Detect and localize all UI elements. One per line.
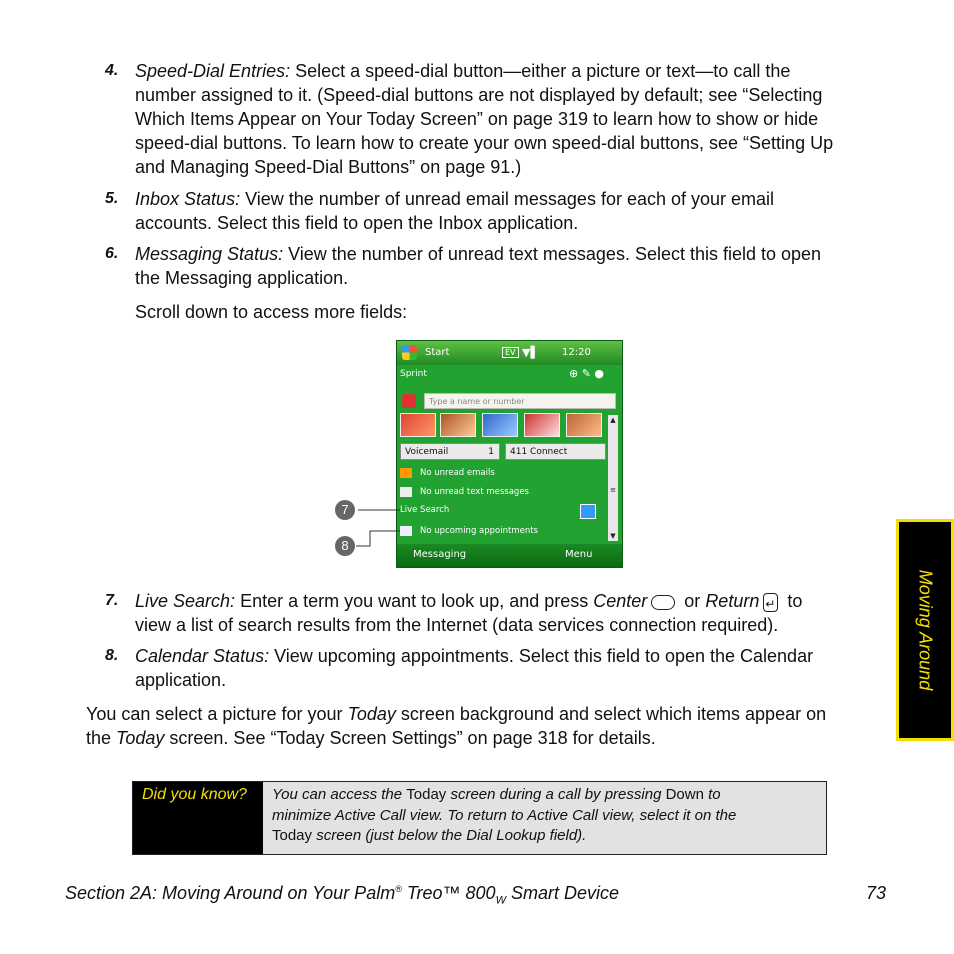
body-text: screen background and select which items appear on — [395, 704, 827, 724]
item-text: Which Items Appear on Your Today Screen” on page 319 to learn how to show or hide — [135, 109, 819, 129]
today-term: Today — [406, 786, 447, 803]
callout-7: 7 — [335, 500, 355, 520]
tip-text: screen during a call by pressing — [446, 786, 666, 803]
center-key-icon — [651, 595, 675, 610]
signal-icon: ▼▌ — [522, 346, 539, 359]
item-calendar-status — [135, 644, 895, 692]
phone-search-input: Type a name or number — [424, 393, 616, 409]
item-text: application. — [135, 670, 227, 690]
item-number-7: 7. — [105, 592, 119, 609]
tip-text: minimize Active Call view. To return to Active Call view, select it on the — [272, 806, 737, 824]
phone-carrier: Sprint — [400, 369, 427, 379]
item-text: to — [782, 591, 803, 611]
term-calendar-status: Calendar Status: — [135, 646, 270, 666]
footer-text: Treo™ 800 — [401, 883, 496, 903]
side-tab-label: Moving Around — [915, 569, 936, 691]
item-number-8: 8. — [105, 647, 119, 664]
page-number: 73 — [866, 883, 887, 903]
item-text: accounts. Select this field to open the Inbox application. — [135, 213, 579, 233]
key-center-label: Center — [593, 591, 648, 611]
item-text: or — [679, 591, 706, 611]
footer-section-title — [65, 883, 619, 907]
term-inbox-status: Inbox Status: — [135, 189, 241, 209]
did-you-know-box — [132, 781, 827, 855]
body-text: You can select a picture for your — [86, 704, 348, 724]
body-paragraph — [86, 702, 891, 750]
item-text: View the number of unread text messages. Select this field to open — [283, 244, 822, 264]
tip-text: to — [703, 786, 721, 803]
item-number-5: 5. — [105, 190, 119, 207]
soft-key-menu: Menu — [565, 549, 593, 560]
voicemail-label: Voicemail — [405, 447, 449, 457]
phone-ev-indicator: EV — [502, 347, 519, 358]
row-label: No upcoming appointments — [420, 526, 538, 536]
term-messaging-status: Messaging Status: — [135, 244, 284, 264]
row-label: No unread text messages — [420, 487, 529, 497]
registered-mark: ® — [395, 884, 402, 894]
row-label: Live Search — [400, 505, 450, 515]
down-term: Down — [665, 786, 704, 803]
today-term: Today — [347, 704, 396, 724]
scroll-down-icon: ▼ — [610, 532, 616, 540]
soft-key-messaging: Messaging — [413, 549, 467, 560]
term-speed-dial: Speed-Dial Entries: — [135, 61, 291, 81]
status-icons: ⊕ ✎ ● — [569, 367, 605, 380]
row-label: No unread emails — [420, 468, 495, 478]
item-number-6: 6. — [105, 245, 119, 262]
footer-text: Smart Device — [505, 883, 619, 903]
tip-text: screen (just below the Dial Lookup field). — [312, 827, 587, 844]
item-text: and Managing Speed-Dial Buttons” on page 91.) — [135, 157, 522, 177]
today-term: Today — [116, 728, 165, 748]
term-live-search: Live Search: — [135, 591, 236, 611]
item-text: View the number of unread email messages for each of your email — [240, 189, 775, 209]
scroll-up-icon: ▲ — [610, 416, 616, 424]
footer-text: Section 2A: Moving Around on Your Palm — [65, 883, 396, 903]
body-text: the — [86, 728, 117, 748]
section-side-tab — [896, 519, 954, 741]
scroll-note: Scroll down to access more fields: — [135, 302, 408, 322]
phone-time: 12:20 — [562, 347, 591, 358]
item-text: number assigned to it. (Speed-dial buttons are not displayed by default; see “Selecting — [135, 85, 823, 105]
return-key-icon — [763, 593, 778, 612]
item-text: view a list of search results from the Internet (data services connection required). — [135, 615, 779, 635]
footer-subscript: W — [495, 894, 506, 907]
callout-8: 8 — [335, 536, 355, 556]
callout-line-8 — [356, 531, 400, 546]
did-you-know-text — [272, 785, 820, 847]
item-text: Select a speed-dial button—either a picture or text—to call the — [290, 61, 791, 81]
phone-start: Start — [425, 347, 450, 358]
voicemail-count: 1 — [488, 447, 494, 457]
item-text: Enter a term you want to look up, and press — [235, 591, 594, 611]
item-number-4: 4. — [105, 62, 119, 79]
tip-text: You can access the — [272, 786, 407, 803]
item-text: speed-dial buttons. To learn how to create your own speed-dial buttons, see “Setting Up — [135, 133, 834, 153]
did-you-know-label: Did you know? — [133, 782, 263, 854]
item-text: View upcoming appointments. Select this field to open the Calendar — [269, 646, 814, 666]
key-return-label: Return — [705, 591, 760, 611]
item-live-search — [135, 589, 895, 637]
body-text: screen. See “Today Screen Settings” on page 318 for details. — [164, 728, 656, 748]
item-text: the Messaging application. — [135, 268, 349, 288]
connect-button: 411 Connect — [505, 443, 606, 460]
today-term: Today — [272, 827, 313, 844]
scroll-thumb-icon: ≡ — [610, 486, 616, 494]
